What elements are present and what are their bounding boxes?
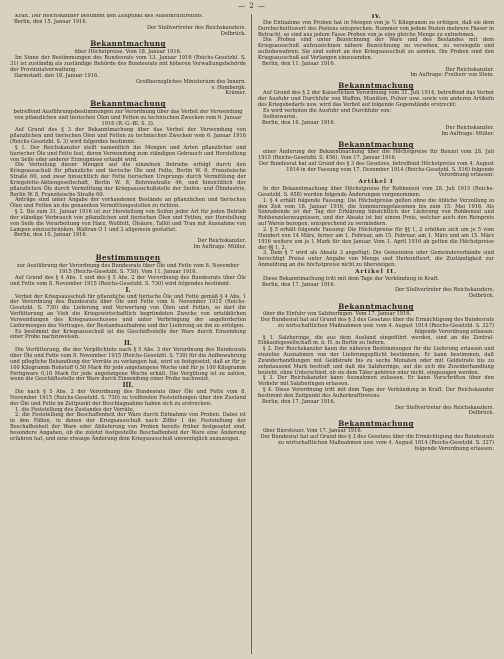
notice-paragraph: Delbrück.	[468, 293, 494, 300]
notice-section	[10, 100, 246, 251]
notice-paragraph: Die Verteilung dieser Mengen auf die einzelnen Betriebe erfolgt durch den Kriegsausschuß für pflanzliche und tierische Öle und Fette, Berlin W. 8, Französische Straße 60, und zwar hinsichtlich der Fette tierischen Ursprungs durch Vermittlung der Kriegsfette-Aktiengesellschaft, Berlin W. 8, Behrenstraße 46, und hinsichtlich der pflanzlichen Öle durch Vermittlung der Kriegsausschußstelle der Seifen- und Ölindustrie, Berlin W. 8, Französische Straße 60.	[10, 162, 246, 198]
notice-paragraph: Delbrück.	[220, 30, 246, 37]
notice-paragraph: Seifenwaren.	[263, 113, 298, 120]
notice-paragraph: Im Auftrage: Freiherr von Stein.	[410, 72, 494, 79]
notice-section	[10, 254, 246, 443]
notice-paragraph: Großherzogliches Ministerium des Innern.	[135, 78, 246, 85]
page-number: — 2 —	[238, 2, 266, 10]
notice-heading: Bestimmungen	[95, 253, 161, 262]
notice-paragraph: III.	[122, 382, 134, 390]
notice-paragraph: Es wird verboten die Ausfuhr und Durchfuhr von:	[263, 107, 392, 114]
article-heading: Artikel II.	[355, 268, 397, 275]
notice-subtitle: über Höchstpreise. Vom 18. Januar 1916.	[74, 49, 182, 56]
notice-paragraph: Berlin, den 15. Januar 1916.	[14, 18, 88, 25]
notice-paragraph: Der Bundesrat hat auf Grund des § 3 des Gesetzes über die Ermächtigung des Bundesrats zu wirtschaftlichen Maßnahmen usw. vom 4. August 1914 (Reichs-Gesetzbl. S. 327) folgende Verordnung erlassen:	[260, 434, 494, 452]
notice-paragraph: Im Auftrage: Müller.	[193, 244, 246, 251]
notice-paragraph: 1. § 4 erhält folgende Fassung: Die Höchstpreise gelten ohne die übliche Verzollung in den Zeit vom 18. Januar 1916, die Sommerzugelassenen bis zum 15. Mai 1916. Als Sonnabende ist der Tag der Erklärung hinsichtlich der Lieferung von Rohbenzol und Rohbenzolerzeugnissen, und der Absatz ist bei einem Preis, welcher auch den Reinpreis auf Waren bezogen, entsprechend zu vermindern.	[258, 197, 494, 228]
notice-paragraph: Krämer.	[225, 90, 246, 97]
notice-paragraph: Im Auftrage: Müller.	[441, 131, 494, 138]
notice-paragraph: Berlin, den 17. Januar 1916.	[262, 398, 336, 405]
notice-paragraph: Auf Grund des § 2 der Kaiserlichen Verordnung vom 31. Juli 1914, betreffend das Verbot der Ausfuhr und Durchfuhr von Waffen, Munition, Pulver usw. sowie von anderen Artikeln des Kriegsbedarfs usw. wird das Verbot auf folgende Gegenstände erstreckt:	[258, 90, 494, 108]
notice-paragraph: 3. Dem § 7 wird als Absatz 3 angefügt: Die Gemeinden oder Gemeindeverbände sind berechtigt Preise unter Angabe von Menge und Herkunftsort, die Zuständigkeit zur Anmeldung an die höchstpreise nicht zu übersteigen.	[258, 250, 494, 269]
notice-paragraph: Der Bundesrat hat auf Grund des § 3 des Gesetzes über die Ermächtigung des Bundesrats zu wirtschaftlichen Maßnahmen usw. vom 4. August 1914 (Reichs-Gesetzbl. S. 327) folgende Verordnung erlassen:	[260, 316, 494, 335]
notice-paragraph: Die nach § 5 Abs. 2 der Verordnung des Bundesrats über Öle und Fette vom 8. November 1915 (Reichs-Gesetzbl. S. 730) zu treffenden Feststellungen über den Zustand der Öle und Fette im Zeitpunkt der Beschlagnahme haben sich zu erstrecken:	[10, 389, 246, 407]
notice-heading: Bekanntmachung	[338, 302, 414, 312]
notice-paragraph: § 2. Bis zum 31. Januar 1916 ist zur Herstellung von Seifen jeder Art für jeden Betrieb der ständige Verbrauch von pflanzlichen und tierischen Ölen und Fetten, zur Herstellung von Seife die Verarbeitung von Harz, Wollfett, Ölsäure, Tallöl und Tran mit Ausnahme von Lampen einzuschränken, Waltran O 1 und 2 allgemein gestattet.	[10, 209, 246, 233]
notice-heading: Bekanntmachung	[338, 140, 414, 150]
notice-paragraph: einer Änderung der Bekanntmachung über die Höchstpreise für Benzol vom 28. Juli 1915 (Reichs-Gesetzbl. S. 456). Vom 17. Januar 1916.	[258, 149, 494, 161]
notice-paragraph: Diese Bekanntmachung tritt mit dem Tage der Verkündung in Kraft.	[263, 275, 440, 282]
notice-section	[10, 40, 246, 97]
notice-section	[258, 14, 494, 79]
right-column	[258, 14, 494, 656]
notice-paragraph: Anträge sind unter Angabe der vorhandenen Bestände an pflanzlichen und tierischen Ölen und Fetten an die genannten Vermittlungsstellen zu richten.	[10, 197, 246, 210]
notice-heading: Bekanntmachung	[338, 419, 414, 429]
notice-paragraph: Die Entnahme von Proben hat in Mengen von je ½ Kilogramm zu erfolgen, daß sie dem Durchschnittswert des Postens entsprechen. Nummer von jedem Posten mehrere Fässer in Betracht, so sind aus jedem Fasse Proben von je eine gleiche Menge zu entnehmen.	[258, 19, 494, 38]
notice-paragraph: Der Stellvertreter des Reichskanzlers.	[394, 404, 494, 411]
notice-section	[10, 14, 246, 37]
section-roman-numeral: IV.	[371, 14, 381, 20]
notice-paragraph: über Biersteuer. Vom 17. Januar 1916.	[263, 428, 363, 435]
notice-paragraph: Berlin, den 11. Januar 1916.	[262, 60, 336, 67]
notice-paragraph: Der Reichskanzler.	[197, 238, 246, 245]
notice-paragraph: Der Reichskanzler.	[445, 125, 494, 132]
notice-paragraph: 2. § 5 erhält folgende Fassung: Die Höchstpreise für §§ 1, 2 erhöhen sich um je 5 vom Hundert von 14 März, ferner am 1. Februar, am 15. Februar, am 1. März und am 15. März 1916 weitere um je 1 Mark für den Januar. Vom 1. April 1916 ab gelten die Höchstpreise der §§ 1, 2.	[258, 227, 494, 251]
notice-heading: Bekanntmachung	[90, 99, 166, 109]
notice-paragraph: II.	[124, 340, 132, 348]
notice-paragraph: Der Stellvertreter des Reichskanzlers.	[394, 287, 494, 294]
notice-paragraph: Berlin, den 16. Januar 1916.	[262, 119, 336, 126]
notice-paragraph: § 2. Der Reichskanzler kann die näheren Bestimmungen für die Lieferung erlassen und einzelne Ausnahmen von der Lieferungspflicht bestimmen. Er kann bestimmen, daß Zuwiderhandlungen mit Geldstrafe bis zu sechs Monaten oder mit Geldstrafe bis zu zehntausend Mark bestraft und daß die Salzheringe, auf die sich die Zuwiderhandlung bezieht, ohne Unterschied, ob sie dem Täter gehören oder nicht, eingezogen werden.	[258, 346, 494, 376]
notice-paragraph: 1. die Feststellung des Zustandes der Vorräte,	[15, 406, 135, 413]
notice-section	[258, 141, 494, 300]
notice-paragraph: Berlin, den 10. Januar 1916.	[14, 232, 88, 239]
notice-heading: Bekanntmachung	[90, 39, 166, 49]
notice-paragraph: In der Bekanntmachung über Höchstpreise für Rohbenzol vom 28. Juli 1915 (Reichs-Gesetzbl. S. 458) werden folgende Änderungen vorgenommen:	[258, 186, 494, 198]
article-heading: Artikel I	[358, 179, 394, 186]
notice-paragraph: Der Reichskanzler.	[445, 66, 494, 73]
left-column	[10, 14, 246, 656]
notice-paragraph: § 1. Salzheringe, die aus dem Ausland eingeführt werden, sind an die Zentral-Einkaufsgesellschaft m. b. H. in Berlin zu liefern.	[258, 334, 494, 347]
notice-paragraph: Die Verfütterung, die der Verpflichtete nach § 5 Abs. 3 der Verordnung des Bundesrats über Öle und Fette vom 8. November 1915 (Reichs-Gesetzbl. S. 730) für die Aufbewahrung und pflegliche Behandlung der Vorräte zu verlangen hat, wird so festgesetzt, daß er für je 100 Kilogramm Rohstoff 0,50 Mark für jede angefangene Woche und für je 100 Kilogramm Fertigware 0,10 Mark für jede angefangene Woche erhält. Die Vergütung ist zu zahlen, wenn die Geschäftsstelle der Ware durch Einsendung einer Probe nachweist.	[10, 347, 246, 383]
notice-paragraph: Im Sinne der Bestimmungen des Bundesrats vom 13. Januar 1916 (Reichs-Gesetzbl. S. 31) ist zuständig als zuständige Behörde des Bundesrats mit höheren Verwaltungsbehörde der Provinzialverwaltung.	[10, 55, 246, 74]
notice-paragraph: Darmstadt, den 18. Januar 1916.	[14, 72, 99, 79]
notice-paragraph: § 4. Diese Verordnung tritt mit dem Tage der Verkündung in Kraft. Der Reichskanzler bestimmt den Zeitpunkt des Außerkrafttretens.	[258, 387, 494, 399]
notice-paragraph: § 1. Der Reichskanzler stellt namentlich die Mengen und Arten pflanzlicher und tierischer Öle und Fette fest, deren Verwendung zum ständigen Gebrauch und Herstellung von Seife oder anderer Erzeugnisse erlaubt wird.	[10, 144, 246, 163]
notice-paragraph: v. Hombergk.	[211, 84, 246, 91]
notice-paragraph: Kraft. Der Reichskanzler bestimmt den Zeitpunkt des Außerkrafttretens.	[15, 14, 204, 19]
notice-paragraph: Berlin, den 17. Januar 1916.	[262, 281, 336, 288]
notice-paragraph: Delbrück.	[468, 410, 494, 417]
notice-paragraph: Verbot der Kriegsausschuß für pflanzliche und tierische Öle und Fette gemäß § 4 Abs. 1 der Verordnung des Bundesrats über Öle und Fette vom 8. November 1915 (Reichs-Gesetzbl. S. 730) die Lieferung und Verwertung von Ölen und Fetten, so darf die Verfütterung an Vieh die Kriegswirtschaftlich begründeten Zwecke von ortsüblichen Verwendungen des Kriegsausschusses und unter Verbringung der angeforderten Liefermengen des Vertrages, der Bestandsaufnahme und der Lieferung an ihn zu erfolgen.	[10, 293, 246, 329]
notice-paragraph: Der Stellvertreter des Reichskanzlers.	[146, 24, 246, 31]
notice-paragraph: Es bestimmt der Kriegsausschuß ist die Geschäftsstelle der Ware durch Einsendung einer Probe nachzuweisen.	[10, 328, 246, 341]
column-divider	[251, 14, 252, 654]
notice-paragraph: Die Proben sind unter Bezeichnung der Ware und des Bestandes mit dem Kriegsausschuß aufzuzeichnen nähere Bezeichnung zu versehen, zu versiegeln und aufzubewahren. Sie sind sofort an den Kriegsausschuß zu senden. Die Proben sind den Kriegsausschuß auf Verlangen einzusenden.	[258, 37, 494, 61]
notice-subtitle: betreffend Ausführungsbestimmungen zur Verordnung über das Verbot der Verwendung von pflanzlichen und tierischen Ölen und Fetten zu technischen Zwecken vom 6. Januar 1916 (R.-G.-Bl. S. 3).	[13, 109, 243, 128]
notice-paragraph: 2. die Feststellung der Beschaffenheit der Ware durch Entnahme von Proben. Dabei ist in den Fällen, in denen der Kriegsausschuß nach Ziffer I die Feststellung der Beschaffenheit der Ware oder Ablieferung von Proben bereits früher festgesetzt sind, besondere Angaben, ob die zuletzt festgestellte Beschaffenheit der Ware eine Änderung erfahren hat, und eine etwaige Änderung dem Kriegsausschuß unverzüglich anzuzeigen.	[10, 412, 246, 442]
notice-paragraph: I.	[125, 286, 131, 294]
notice-section	[258, 82, 494, 138]
notice-paragraph: Auf Grund des § 3 der Bekanntmachung über das Verbot der Verwendung von pflanzlichen und tierischen Ölen und Fetten zu technischen Zwecken vom 6. Januar 1916 (Reichs-Gesetzbl. S. 3) wird folgendes bestimmt:	[10, 127, 246, 145]
notice-section	[258, 303, 494, 417]
notice-section	[258, 420, 494, 452]
notice-heading: Bekanntmachung	[338, 81, 414, 91]
notice-paragraph: über die Einfuhr von Salzheringen. Vom 17. Januar 1916.	[263, 311, 412, 318]
notice-paragraph: § 3. Der Reichskanzler kann Ausnahmen zulassen. Er kann Vorschriften über den Verkehr mit Salzheringen erlassen.	[258, 375, 494, 388]
notice-subtitle: zur Ausführung der Verordnung des Bundesrats über Öle und Fette vom 8. November 1915 (Reichs-Gesetzbl. S. 730). Vom 11. Januar 1916.	[16, 263, 240, 275]
notice-paragraph: Auf Grund des § 4 Abs. 1 und des § 5 Abs. 2 der Verordnung des Bundesrats über Öle und Fette vom 8. November 1915 (Reichs-Gesetzbl. S. 730) wird folgendes bestimmt:	[10, 275, 246, 287]
notice-paragraph: Der Bundesrat hat auf Grund des § 3 des Gesetzes, betreffend Höchstpreise vom 4. August 1914 in der Fassung vom 17. Dezember 1914 (Reichs-Gesetzbl. S. 516) folgende Verordnung erlassen:	[258, 160, 494, 179]
